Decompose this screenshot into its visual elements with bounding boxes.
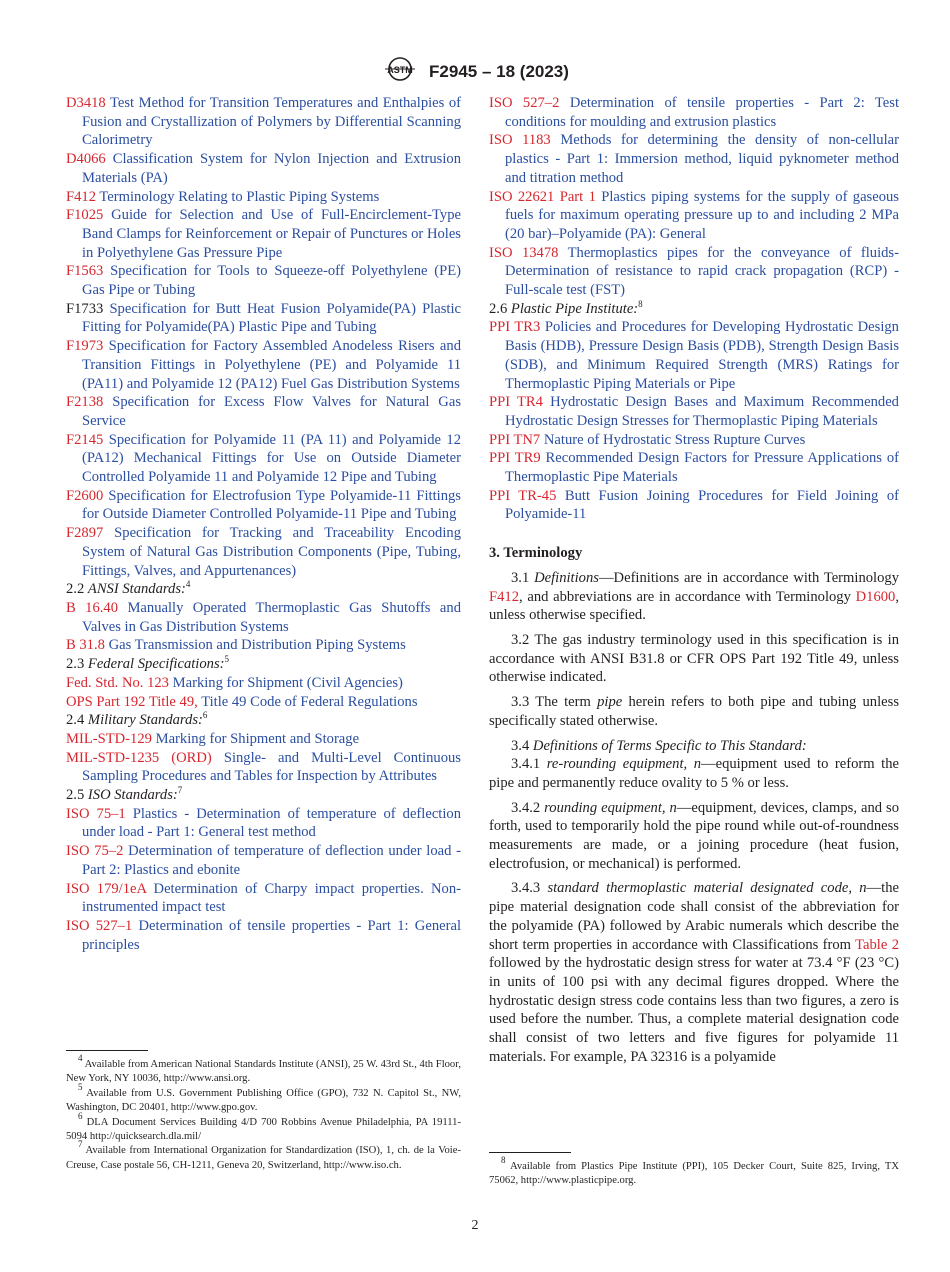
ref-code-link[interactable]: ISO 75–1 [66,805,126,822]
ref-title-link[interactable]: Specification for Butt Heat Fusion Polyamide(PA) Plastic Fitting for Polyamide(PA) Plastic Pipe and Tubing [82,300,461,336]
footnote-marker[interactable]: 6 [202,710,208,721]
standard-designation: F2945 – 18 (2023) [429,61,569,81]
reference-item [66,262,461,299]
section-2-5: 2.5 ISO Standards:$^7$ [66,785,183,804]
reference-item [489,431,899,450]
ref-title-link[interactable]: Guide for Selection and Use of Full-Encirclement-Type Band Clamps for Reinforcement or Repair of Punctures or Holes in Polyethylene Gas Pressure Pipe [82,207,461,261]
ref-title-link[interactable]: Specification for Electrofusion Type Polyamide-11 Fittings for Outside Diameter Controlled Polyamide-11 Pipe and Tubing [82,487,461,523]
ref-code-link[interactable]: F1563 [66,263,104,280]
reference-item [66,337,461,393]
reference-item [66,487,461,524]
footnote-divider [489,1152,571,1153]
footnote-marker[interactable]: 5 [224,654,229,665]
ref-code-link[interactable]: F2138 [66,394,104,411]
ref-title-link[interactable]: Marking for Shipment and Storage [155,730,360,747]
svg-text:ASTM: ASTM [387,65,413,75]
ref-title-link[interactable]: Nature of Hydrostatic Stress Rupture Curves [543,431,806,448]
footnote-marker[interactable]: 7 [177,785,183,796]
astm-logo-icon [381,56,419,87]
ref-code-link[interactable]: ISO 13478 [489,244,559,261]
reference-item [66,431,461,487]
reference-item [66,524,461,580]
ref-title-link[interactable]: Recommended Design Factors for Pressure Applications of Thermoplastic Pipe Materials [505,450,899,486]
ref-code-link[interactable]: ISO 527–1 [66,917,133,934]
ref-title-link[interactable]: Determination of Charpy impact properties. Non-instrumented impact test [82,880,461,916]
ref-title-link[interactable]: Single- and Multi-Level Continuous Sampling Procedures and Tables for Inspection by Attributes [82,749,461,785]
ref-code-link[interactable]: F2897 [66,525,104,542]
page-number: 2 [471,1218,479,1233]
ref-title-link[interactable]: Specification for Excess Flow Valves for Natural Gas Service [82,394,461,429]
reference-item [66,94,461,150]
footnote: $^7$ Available from International Organization for Standardization (ISO), 1, ch. de la Voie-Creuse, Case postale 56, CH-1211, Geneva 20, Switzerland, http://www.iso.ch. [66,1139,461,1171]
reference-item [66,599,461,636]
right-column [489,94,899,1072]
ref-title-link[interactable]: Title 49 Code of Federal Regulations [201,693,418,710]
footnote-marker[interactable]: 8 [638,298,643,309]
ref-code-link[interactable]: PPI TR9 [489,450,541,467]
section-heading-terminology: 3. Terminology [489,545,583,562]
reference-item [489,487,899,524]
ref-code-link[interactable]: F412 [66,188,97,205]
ref-code-link[interactable]: PPI TR4 [489,394,543,411]
left-column [66,94,461,954]
paragraph-3-4-3: 3.4.3 standard thermoplastic material designated code, n—the pipe material designation code shall consist of the abbreviation for the polyamide (PA) followed by Arabic numerals which describe the short term properties in accordance with Classifications from Table 2 followed by the hydrostatic design stress for water at 73.4 °F (23 °C) in units of 100 psi with any decimal figures dropped. Where the hydrostatic design stress code contains less than two figures, a zero is used before the number. Thus, a complete material designation code shall consist of two letters and five figures for polyamide 11 materials. For example, PA 32316 is a polyamide [489,880,900,1065]
ref-code-link[interactable]: PPI TR3 [489,319,541,336]
ref-title-link[interactable]: Marking for Shipment (Civil Agencies) [172,674,403,691]
ref-title-link[interactable]: Determination of tensile properties - Part 2: Test conditions for moulding and extrusion plastics [505,95,900,130]
ref-code-link[interactable]: F1973 [66,338,104,355]
ref-code-link[interactable]: F2145 [66,431,104,448]
reference-item [66,206,461,262]
paragraph-3-3: 3.3 The term pipe herein refers to both pipe and tubing unless specifically stated otherwise. [489,694,899,729]
footnotes-left [66,1053,462,1173]
ref-code-link[interactable]: ISO 1183 [489,132,551,149]
paragraph-3-2: 3.2 The gas industry terminology used in this specification is in accordance with ANSI B31.8 or CFR OPS Part 192 Title 49, unless otherwise indicated. [489,631,899,686]
ref-code-link[interactable]: D4066 [66,151,106,168]
reference-item [66,880,461,917]
ref-code-link[interactable]: MIL-STD-1235 (ORD) [66,749,212,766]
ref-title-link[interactable]: Terminology Relating to Plastic Piping Systems [99,188,380,205]
ref-title-link[interactable]: Plastics - Determination of temperature of deflection under load - Part 1: General test method [82,805,461,841]
reference-item [66,150,461,187]
reference-item [66,636,461,655]
ref-title-link[interactable]: Classification System for Nylon Injection and Extrusion Materials (PA) [82,151,461,186]
section-2-2: 2.2 ANSI Standards:$^4$ [66,579,191,598]
ref-code-link[interactable]: OPS Part 192 Title 49 [66,693,195,710]
reference-item [66,749,461,786]
footnote: $^8$ Available from Plastics Pipe Institute (PPI), 105 Decker Court, Suite 825, Irving, TX 75062, http://www.plasticpipe.org. [489,1155,899,1187]
reference-item [489,318,899,393]
section-2-6: 2.6 Plastic Pipe Institute:$^8$ [489,298,643,317]
paragraph-3-4: 3.4 Definitions of Terms Specific to This Standard: [511,737,807,754]
ref-link-d1600[interactable]: D1600 [855,588,896,605]
reference-item [66,188,461,207]
ref-title-link[interactable]: Gas Transmission and Distribution Piping Systems [108,637,406,654]
ref-title-link[interactable]: Determination of temperature of deflection under load - Part 2: Plastics and ebonite [82,843,461,878]
ref-code-link[interactable]: B 31.8 [66,637,105,654]
ref-code: F1733 [66,300,104,317]
reference-item [66,917,461,954]
reference-item [66,300,461,337]
ref-code-link[interactable]: B 16.40 [66,599,118,616]
ref-title-link[interactable]: Specification for Factory Assembled Anodeless Risers and Transition Fittings in Polyethylene (PE) and Polyamide 11 (PA11) and Polyamide 12 (PA12) Fuel Gas Distribution Systems [82,338,461,392]
ref-title-link[interactable]: Plastics piping systems for the supply of gaseous fuels for maximum operating pressure up to and including 2 MPa (20 bar)–Polyamide (PA): General [505,188,899,242]
footnote: $^4$ Available from American National Standards Institute (ANSI), 25 W. 43rd St., 4th Floor, New York, NY 10036, http://www.ansi.org. [66,1053,461,1085]
ref-code-link[interactable]: ISO 75–2 [66,843,124,860]
ref-title-link[interactable]: Hydrostatic Design Bases and Maximum Recommended Hydrostatic Design Stresses for Thermoplastic Piping Materials [505,394,899,429]
reference-item [489,393,899,430]
paragraph-3-4-1: 3.4.1 re-rounding equipment, n—equipment used to reform the pipe and permanently reduce ovality to 5 % or less. [489,756,899,791]
paragraph-3-4-2: 3.4.2 rounding equipment, n—equipment, devices, clamps, and so forth, used to temporarily hold the pipe round while out-of-roundness measurements are made, or a joining procedure (heat fusion, electrofusion, or mechanical) is performed. [489,799,899,872]
reference-item [489,449,899,486]
reference-item [489,188,899,244]
footnote: $^6$ DLA Document Services Building 4/D 700 Robbins Avenue Philadelphia, PA 19111-5094 http://quicksearch.dla.mil/ [66,1110,462,1143]
ref-title-link[interactable]: Policies and Procedures for Developing Hydrostatic Design Basis (HDB), Pressure Design Basis (PDB), Strength Design Basis (SDB), and Minimum Required Strength (MRS) Ratings for Thermoplastic Piping Materials or Pipe [505,319,899,392]
ref-title-link[interactable]: Butt Fusion Joining Procedures for Field Joining of Polyamide-11 [505,487,899,523]
ref-code-link[interactable]: MIL-STD-129 [66,730,152,747]
footnote: $^5$ Available from U.S. Government Publishing Office (GPO), 732 N. Capitol St., NW, Washington, DC 20401, http://www.gpo.gov. [66,1081,461,1114]
ref-code-link[interactable]: ISO 22621 Part 1 [489,188,596,205]
ref-title-link[interactable]: Determination of tensile properties - Part 1: General principles [82,917,461,953]
footnote-marker[interactable]: 4 [185,579,191,590]
page-header [0,56,950,87]
ref-title-link[interactable]: Specification for Tracking and Traceability Encoding System of Natural Gas Distribution Components (Pipe, Tubing, Fittings, Valves, and Appurtenances) [82,525,461,579]
reference-item [489,244,899,300]
ref-code-link[interactable]: F1025 [66,207,104,224]
ref-link-f412[interactable]: F412 [489,588,520,605]
ref-code-link[interactable]: F2600 [66,487,104,504]
section-2-3: 2.3 Federal Specifications:$^5$ [66,654,229,673]
ref-title-link[interactable]: Manually Operated Thermoplastic Gas Shutoffs and Valves in Gas Distribution Systems [82,599,461,635]
ref-title-link[interactable]: Thermoplastics pipes for the conveyance of fluids- Determination of resistance to rapid crack propagation (RCP) - Full-scale test (FST) [505,244,899,299]
ref-code-link[interactable]: PPI TR-45 [489,487,557,504]
ref-code-link[interactable]: PPI TN7 [489,431,541,448]
paragraph-3-1: 3.1 Definitions—Definitions are in accordance with Terminology F412, and abbreviations are in accordance with Terminology D1600, unless otherwise specified. [489,569,899,624]
ref-title-link[interactable]: Test Method for Transition Temperatures and Enthalpies of Fusion and Crystallization of Polymers by Differential Scanning Calorimetry [82,95,461,149]
table-2-link[interactable]: Table 2 [855,936,900,953]
reference-item [66,842,461,879]
footnote-divider [66,1050,148,1051]
reference-item [66,674,461,693]
ref-list-astm-a [66,94,461,580]
ref-code-link[interactable]: D3418 [66,95,106,111]
ref-code-link[interactable]: Fed. Std. No. 123 [66,674,169,691]
reference-item [489,131,899,187]
ref-title-link[interactable]: Specification for Tools to Squeeze-off Polyethylene (PE) Gas Pipe or Tubing [82,263,461,299]
reference-item [66,730,461,749]
reference-item [489,94,899,131]
ref-title-link[interactable]: Methods for determining the density of non-cellular plastics - Part 1: Immersion method, liquid pyknometer method and titration method [505,132,899,186]
ref-code-link[interactable]: ISO 179/1eA [66,880,147,897]
ref-code-link[interactable]: ISO 527–2 [489,95,560,111]
reference-item: OPS Part 192 Title 49, Title 49 Code of Federal Regulations [66,693,418,710]
section-2-4: 2.4 Military Standards:$^6$ [66,710,208,729]
ref-title-link[interactable]: Specification for Polyamide 11 (PA 11) and Polyamide 12 (PA12) Mechanical Fittings for Use on Outside Diameter Controlled Polyamide 11 and Polyamide 12 Pipe and Tubing [82,431,462,486]
reference-item [66,393,461,430]
footnotes-right [489,1155,899,1189]
reference-item [66,805,461,842]
